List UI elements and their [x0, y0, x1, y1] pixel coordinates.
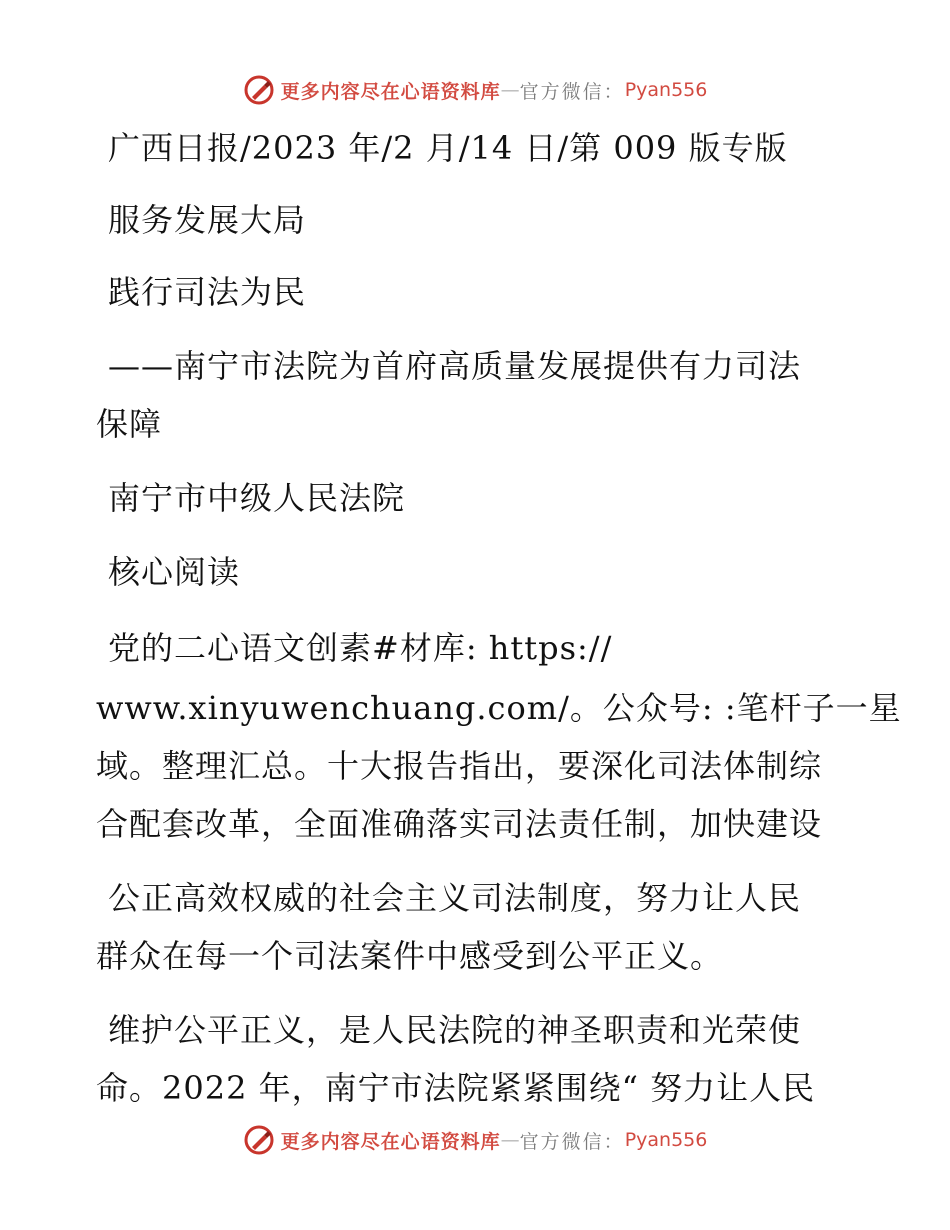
- watermark-dash: —: [500, 79, 520, 101]
- paragraph-line: 命。2022 年，南宁市法院紧紧围绕“ 努力让人民: [96, 1069, 816, 1107]
- pen-logo-icon: [243, 1124, 275, 1156]
- pen-logo-icon: [243, 74, 275, 106]
- paragraph-line: 群众在每一个司法案件中感受到公平正义。: [96, 937, 724, 975]
- document-title-line-1: 服务发展大局: [108, 201, 307, 239]
- paragraph-line: 公正高效权威的社会主义司法制度，努力让人民: [108, 879, 802, 917]
- paragraph-line: 党的二心语文创素#材库: https://: [108, 629, 613, 667]
- document-author: 南宁市中级人民法院: [108, 479, 406, 517]
- paragraph-line: 域。整理汇总。十大报告指出，要深化司法体制综: [96, 747, 823, 785]
- paragraph-line: www.xinyuwenchuang.com/。公众号: :笔杆子一星: [96, 689, 902, 727]
- document-subtitle-line-2: 保障: [96, 405, 163, 443]
- watermark-text: 更多内容尽在心语资料库: [280, 1130, 501, 1153]
- document-title-line-2: 践行司法为民: [108, 273, 307, 311]
- paragraph-line: 合配套改革，全面准确落实司法责任制，加快建设: [96, 805, 823, 843]
- watermark-wechat-id: Pyan556: [624, 79, 708, 101]
- document-source-line: 广西日报/2023 年/2 月/14 日/第 009 版专版: [108, 129, 788, 167]
- watermark-dash: —: [500, 1129, 520, 1151]
- watermark-text: 更多内容尽在心语资料库: [280, 80, 501, 103]
- watermark-wechat-label: 官方微信：: [519, 80, 625, 103]
- paragraph-line: 维护公平正义，是人民法院的神圣职责和光荣使: [108, 1011, 802, 1049]
- document-subtitle-line-1: ——南宁市法院为首府高质量发展提供有力司法: [108, 347, 802, 385]
- watermark-wechat-label: 官方微信：: [519, 1130, 625, 1153]
- watermark-banner-top: [0, 70, 950, 110]
- watermark-banner-bottom: [0, 1120, 950, 1160]
- watermark-wechat-id: Pyan556: [624, 1129, 708, 1151]
- document-section-heading: 核心阅读: [108, 553, 241, 591]
